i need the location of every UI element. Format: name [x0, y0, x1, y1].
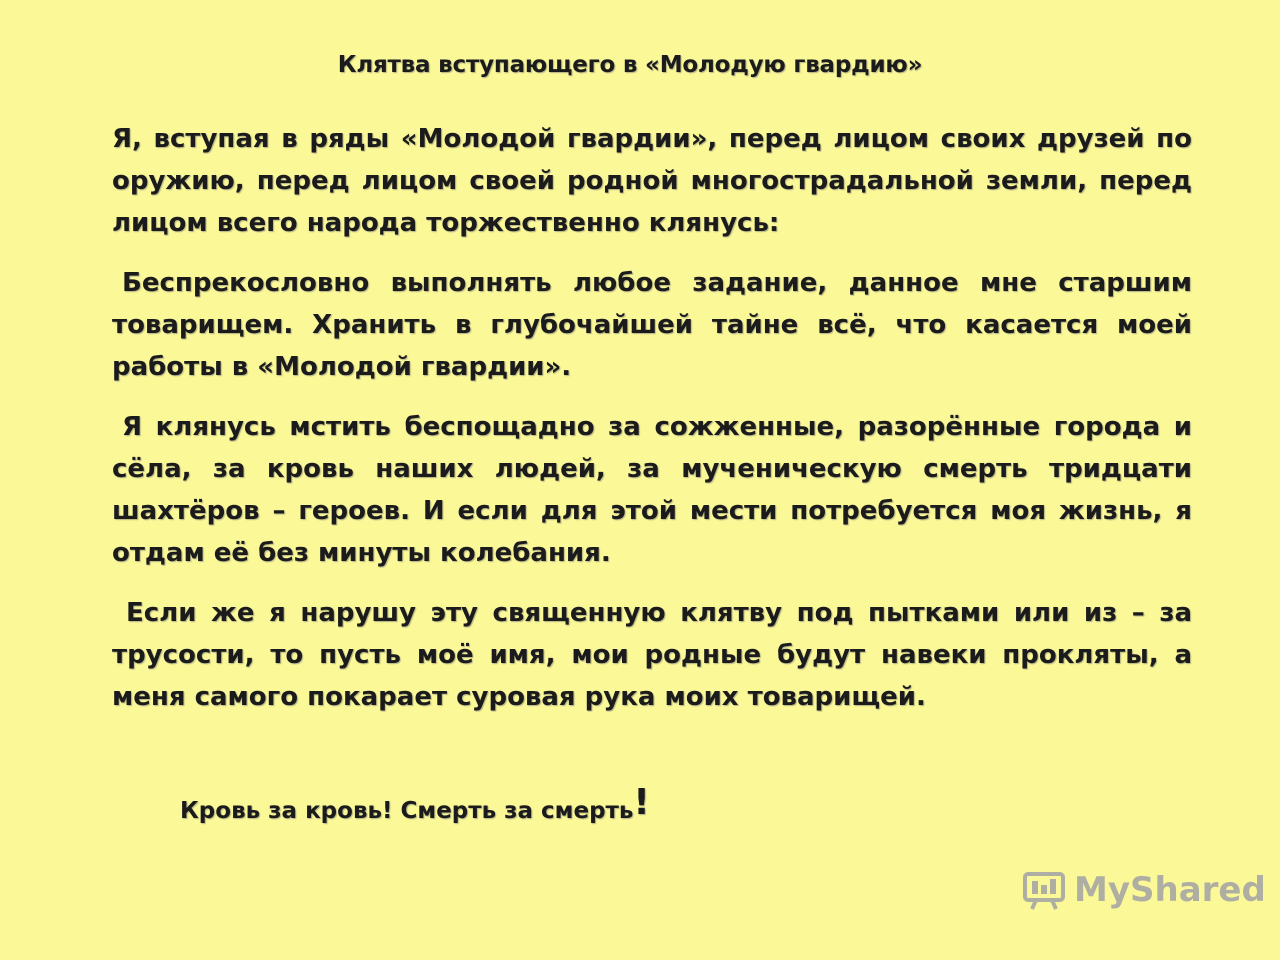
watermark — [1022, 868, 1266, 912]
oath-paragraph-4: Если же я нарушу эту священную клятву под пытками или из – за трусости, то пусть моё имя, мои родные будут навеки прокляты, а меня самого покарает суровая рука моих товарищей. — [112, 598, 1192, 712]
myshared-logo-icon — [1022, 868, 1066, 912]
slogan-exclamation: ! — [633, 782, 650, 823]
slogan — [180, 782, 650, 827]
oath-text — [112, 118, 1192, 736]
watermark-text: MyShared — [1074, 870, 1266, 910]
slogan-text: Кровь за кровь! Смерть за смерть — [180, 798, 634, 824]
oath-paragraph-2: Беспрекословно выполнять любое задание, данное мне старшим товарищем. Хранить в глубочайшей тайне всё, что касается моей работы в «Молодой гвардии». — [112, 268, 1192, 382]
slide-title: Клятва вступающего в «Молодую гвардию» — [337, 52, 923, 78]
oath-paragraph-3: Я клянусь мстить беспощадно за сожженные, разорённые города и сёла, за кровь наших людей, за мученическую смерть тридцати шахтёров – героев. И если для этой мести потребуется моя жизнь, я отдам её без минуты колебания. — [112, 412, 1192, 568]
oath-paragraph-1: Я, вступая в ряды «Молодой гвардии», перед лицом своих друзей по оружию, перед лицом своей родной многострадальной земли, перед лицом всего народа торжественно клянусь: — [112, 124, 1192, 238]
